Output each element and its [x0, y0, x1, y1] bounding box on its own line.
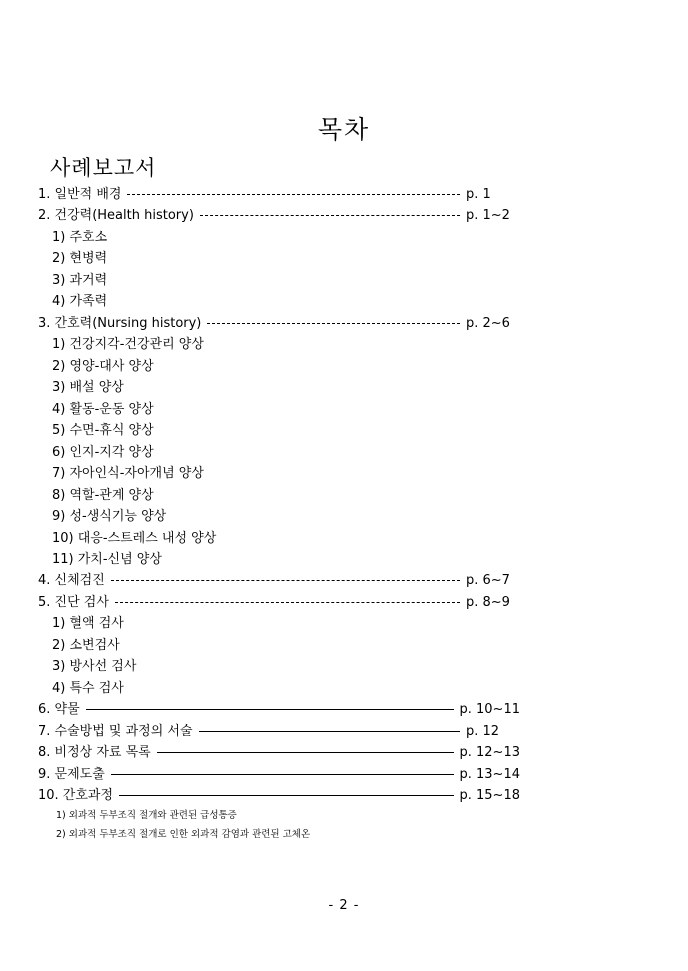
dot-leader	[127, 184, 460, 205]
toc-entry-page: p. 8~9	[466, 595, 510, 610]
document-title: 목차	[317, 115, 371, 144]
toc-subitem: 2) 현병력	[52, 251, 108, 266]
dot-leader	[207, 313, 460, 334]
toc-subitem: 9) 성-생식기능 양상	[52, 509, 167, 524]
toc-entry-8	[38, 742, 520, 763]
toc-subitem: 1) 외과적 두부조직 절개와 관련된 급성통증	[56, 810, 237, 821]
toc-entry-page: p. 15~18	[459, 788, 520, 803]
toc-entry-7	[38, 721, 520, 742]
toc-subitem: 8) 역할-관계 양상	[52, 488, 154, 503]
toc-subitem: 2) 외과적 두부조직 절개로 인한 외과적 감염과 관련된 고체온	[56, 829, 311, 840]
page-number: - 2 -	[328, 898, 360, 913]
dot-leader	[200, 205, 460, 226]
toc-entry-5	[38, 592, 520, 613]
toc-entry-9	[38, 764, 520, 785]
toc-subitem: 1) 혈액 검사	[52, 616, 124, 631]
toc-subitem: 10) 대응-스트레스 내성 양상	[52, 531, 217, 546]
toc-entry-2	[38, 205, 520, 226]
toc-entry-3	[38, 313, 520, 334]
toc-entry-page: p. 13~14	[459, 767, 520, 782]
toc-subitem: 4) 특수 검사	[52, 681, 124, 696]
toc-entry-1	[38, 184, 520, 205]
toc-entry-10	[38, 785, 520, 806]
toc-entry-label: 9. 문제도출	[38, 767, 105, 782]
toc-entry-label: 7. 수술방법 및 과정의 서술	[38, 724, 193, 739]
toc-subitem: 11) 가치-신념 양상	[52, 552, 162, 567]
line-leader	[111, 764, 454, 785]
toc-entry-label: 2. 건강력(Health history)	[38, 208, 194, 223]
toc-subitem: 4) 가족력	[52, 294, 108, 309]
toc-entry-6	[38, 699, 520, 720]
toc-entry-label: 1. 일반적 배경	[38, 187, 122, 202]
dot-leader	[111, 570, 460, 591]
toc-entry-page: p. 12	[466, 724, 500, 739]
toc-entry-page: p. 2~6	[466, 316, 510, 331]
line-leader	[157, 742, 454, 763]
toc-entry-label: 10. 간호과정	[38, 788, 114, 803]
toc-entry-label: 8. 비정상 자료 목록	[38, 745, 151, 760]
toc-entry-4	[38, 570, 520, 591]
toc-entry-page: p. 6~7	[466, 573, 510, 588]
toc-entry-page: p. 10~11	[459, 702, 520, 717]
toc-subitem: 1) 주호소	[52, 230, 108, 245]
toc-entry-page: p. 12~13	[459, 745, 520, 760]
toc-entry-label: 4. 신체검진	[38, 573, 105, 588]
toc-subitem: 1) 건강지각-건강관리 양상	[52, 337, 204, 352]
toc-entry-page: p. 1	[466, 187, 491, 202]
toc-subitem: 4) 활동-운동 양상	[52, 402, 154, 417]
toc-entry-label: 6. 약물	[38, 702, 80, 717]
toc-subitem: 6) 인지-지각 양상	[52, 445, 154, 460]
toc-subitem: 3) 배설 양상	[52, 380, 124, 395]
toc-subitem: 3) 과거력	[52, 273, 108, 288]
toc-subitem: 2) 영양-대사 양상	[52, 359, 154, 374]
line-leader	[86, 699, 454, 720]
toc-subitem: 7) 자아인식-자아개념 양상	[52, 466, 204, 481]
toc-subitem: 5) 수면-휴식 양상	[52, 423, 154, 438]
toc-entry-label: 3. 간호력(Nursing history)	[38, 316, 202, 331]
toc-entry-page: p. 1~2	[466, 208, 510, 223]
line-leader	[199, 721, 460, 742]
section-heading: 사례보고서	[50, 156, 157, 180]
toc-entry-label: 5. 진단 검사	[38, 595, 109, 610]
line-leader	[119, 785, 453, 806]
toc-subitem: 2) 소변검사	[52, 638, 120, 653]
toc-subitem: 3) 방사선 검사	[52, 659, 137, 674]
dot-leader	[115, 592, 460, 613]
